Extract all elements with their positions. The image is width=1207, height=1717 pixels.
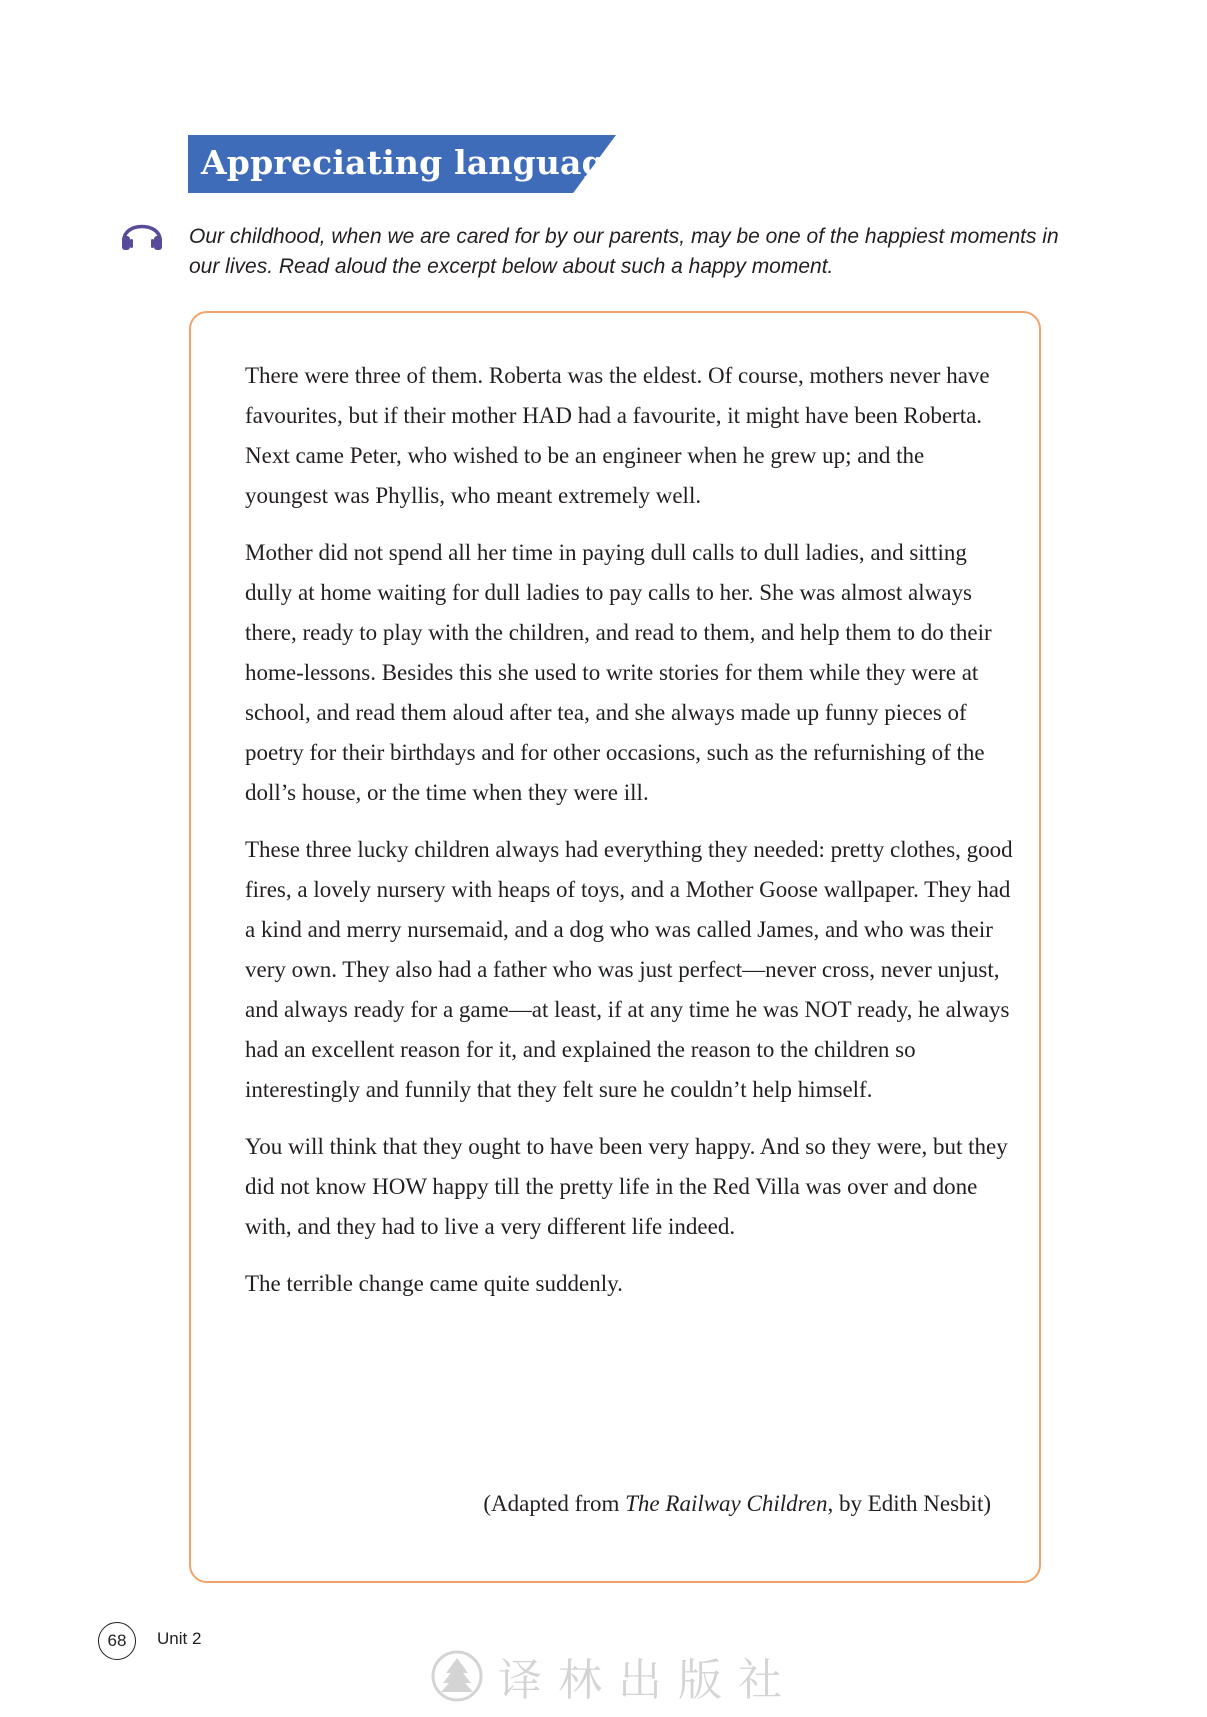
book-title: The Railway Children <box>625 1491 828 1516</box>
attribution-prefix: (Adapted from <box>483 1491 626 1516</box>
excerpt-paragraph: The terrible change came quite suddenly. <box>245 1271 623 1296</box>
publisher-name: 译林出版社 <box>498 1655 798 1706</box>
unit-label: Unit 2 <box>157 1629 202 1648</box>
attribution <box>483 1484 991 1524</box>
excerpt-paragraph: There were three of them. Roberta was the eldest. Of course, mothers never have favourites, but if their mother HAD had a favourite, it might have been Roberta. Next came Peter, who wished to be an engineer when he grew up; and the youngest was Phyllis, who meant extremely well. <box>245 363 990 508</box>
attribution-suffix: , by Edith Nesbit) <box>827 1491 991 1516</box>
page-number-text: 68 <box>107 1631 127 1650</box>
headphones-icon[interactable] <box>118 210 166 254</box>
excerpt-paragraph: Mother did not spend all her time in paying dull calls to dull ladies, and sitting dully at home waiting for dull ladies to pay calls to her. She was almost always there, ready to play with the children, and read to them, and help them to do their home-lessons. Besides this she used to write stories for them while they were at school, and read them aloud after tea, and she always made up funny pieces of poetry for their birthdays and for other occasions, such as the refurnishing of the doll’s house, or the time when they were ill. <box>245 540 992 805</box>
excerpt-paragraph: These three lucky children always had everything they needed: pretty clothes, good fires, a lovely nursery with heaps of toys, and a Mother Goose wallpaper. They had a kind and merry nursemaid, and a dog who was called James, and who was their very own. They also had a father who was just perfect—never cross, never unjust, and always ready for a game—at least, if at any time he was NOT ready, he always had an excellent reason for it, and explained the reason to the children so interestingly and funnily that they felt sure he couldn’t help himself. <box>245 837 1013 1102</box>
page-number <box>98 1622 136 1660</box>
publisher-watermark <box>430 1648 798 1704</box>
excerpt-text <box>245 356 1013 1321</box>
tree-logo-icon <box>430 1649 484 1703</box>
excerpt-paragraph: You will think that they ought to have been very happy. And so they were, but they did not know HOW happy till the pretty life in the Red Villa was over and done with, and they had to live a very different life indeed. <box>245 1134 1008 1239</box>
section-title: Appreciating language <box>201 143 627 182</box>
intro-text: Our childhood, when we are cared for by our parents, may be one of the happiest moments in our lives. Read aloud the excerpt below about such a happy moment. <box>189 225 1059 278</box>
